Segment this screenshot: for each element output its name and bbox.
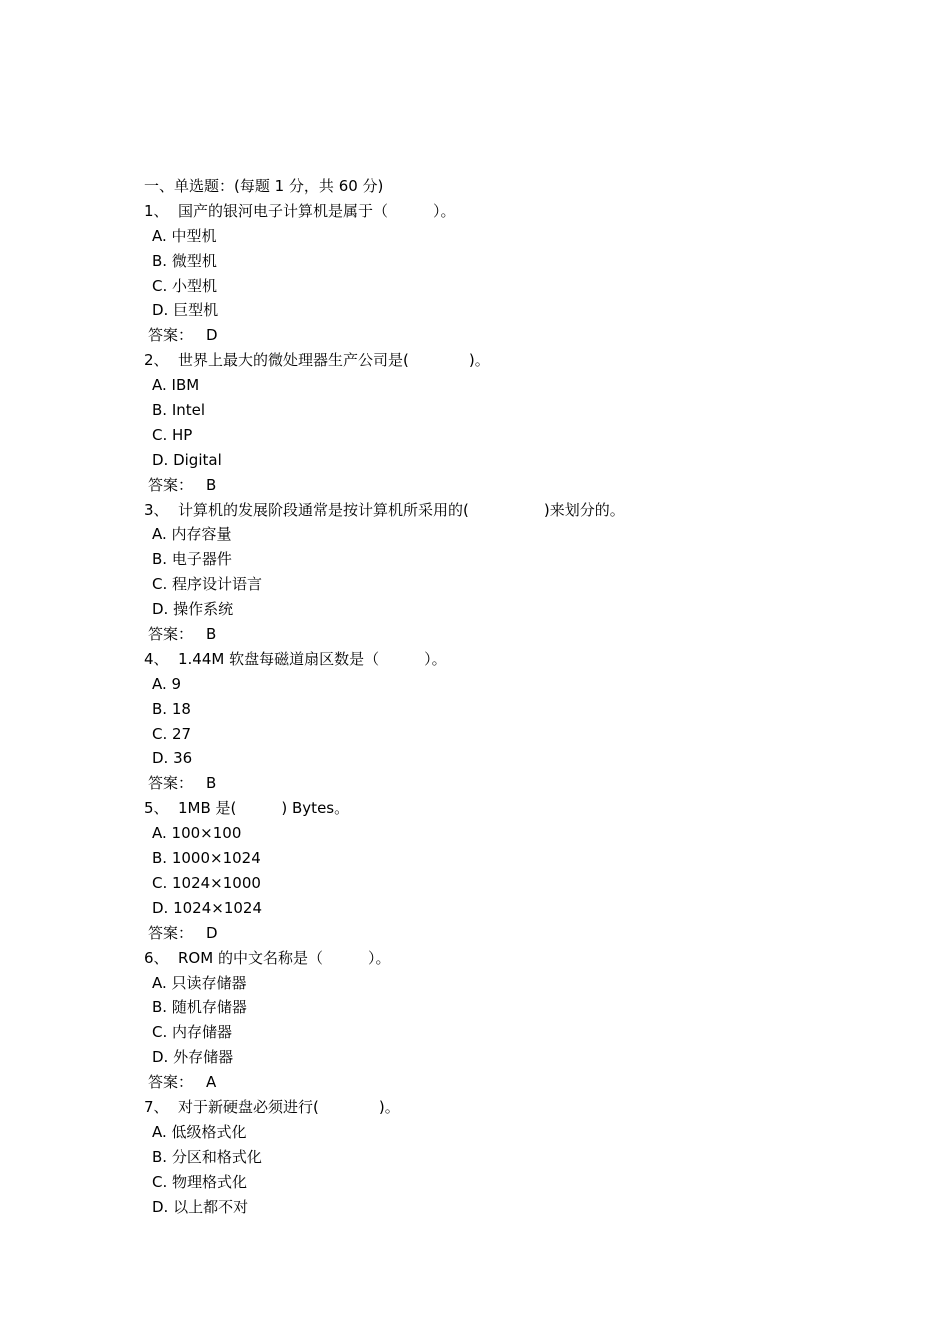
- answer-value: B: [206, 475, 217, 494]
- question-text: 对于新硬盘必须进行( )。: [178, 1097, 400, 1116]
- question-number: 2、: [144, 351, 169, 370]
- answer-value: D: [206, 923, 218, 942]
- answer-label: 答案：: [148, 475, 194, 494]
- answer-value: B: [206, 774, 217, 793]
- question-1-option-b: B. 微型机: [152, 251, 217, 270]
- question-number: 7、: [144, 1097, 169, 1116]
- question-4-answer: [144, 771, 844, 796]
- question-4-option-d: D. 36: [152, 749, 193, 768]
- question-2-option-b: B. Intel: [152, 401, 206, 420]
- question-text: 计算机的发展阶段通常是按计算机所采用的( )来划分的。: [178, 500, 625, 519]
- question-number: 4、: [144, 649, 169, 668]
- question-text: 1MB 是( ) Bytes。: [178, 799, 350, 818]
- question-1: [144, 199, 844, 224]
- answer-label: 答案：: [148, 625, 194, 644]
- question-4-option-b: B. 18: [152, 699, 191, 718]
- answer-value: A: [206, 1073, 217, 1092]
- question-3-answer: [144, 622, 844, 647]
- answer-value: B: [206, 625, 217, 644]
- question-3-option-c: C. 程序设计语言: [152, 575, 263, 594]
- answer-label: 答案：: [148, 923, 194, 942]
- question-2-option-a: A. IBM: [152, 376, 200, 395]
- answer-label: 答案：: [148, 326, 194, 345]
- question-4-option-a: A. 9: [152, 674, 182, 693]
- question-4: [144, 647, 844, 672]
- question-5-answer: [144, 921, 844, 946]
- document-content: [144, 174, 844, 1219]
- question-7-option-a: A. 低级格式化: [152, 1122, 247, 1141]
- answer-label: 答案：: [148, 1073, 194, 1092]
- question-2-option-c: C. HP: [152, 425, 193, 444]
- answer-label: 答案：: [148, 774, 194, 793]
- question-4-option-c: C. 27: [152, 724, 192, 743]
- question-5-option-d: D. 1024×1024: [152, 898, 263, 917]
- question-7-option-c: C. 物理格式化: [152, 1172, 248, 1191]
- question-6-option-c: C. 内存储器: [152, 1023, 233, 1042]
- question-number: 6、: [144, 948, 169, 967]
- question-number: 1、: [144, 201, 169, 220]
- question-1-option-c: C. 小型机: [152, 276, 218, 295]
- question-1-answer: [144, 323, 844, 348]
- question-2-answer: [144, 473, 844, 498]
- question-text: 1.44M 软盘每磁道扇区数是（ ）。: [178, 649, 447, 668]
- question-number: 5、: [144, 799, 169, 818]
- question-6-answer: [144, 1070, 844, 1095]
- question-3-option-a: A. 内存容量: [152, 525, 232, 544]
- question-number: 3、: [144, 500, 169, 519]
- question-2-option-d: D. Digital: [152, 450, 222, 469]
- section-title: 一、单选题：(每题 1 分，共 60 分): [144, 177, 384, 195]
- question-2: [144, 348, 844, 373]
- question-6-option-b: B. 随机存储器: [152, 998, 247, 1017]
- question-5-option-a: A. 100×100: [152, 824, 242, 843]
- question-6-option-d: D. 外存储器: [152, 1048, 234, 1067]
- question-5: [144, 796, 844, 821]
- question-7: [144, 1095, 844, 1120]
- question-7-option-d: D. 以上都不对: [152, 1197, 249, 1216]
- question-5-option-c: C. 1024×1000: [152, 873, 261, 892]
- question-7-option-b: B. 分区和格式化: [152, 1147, 262, 1166]
- question-6-option-a: A. 只读存储器: [152, 973, 247, 992]
- question-text: 世界上最大的微处理器生产公司是( )。: [178, 351, 490, 370]
- question-6: [144, 946, 844, 971]
- answer-value: D: [206, 326, 218, 345]
- question-5-option-b: B. 1000×1024: [152, 849, 261, 868]
- question-1-option-d: D. 巨型机: [152, 301, 219, 320]
- question-1-option-a: A. 中型机: [152, 226, 217, 245]
- question-text: ROM 的中文名称是（ ）。: [178, 948, 391, 967]
- question-text: 国产的银河电子计算机是属于（ ）。: [178, 201, 456, 220]
- question-3: [144, 498, 844, 523]
- question-3-option-d: D. 操作系统: [152, 600, 234, 619]
- question-3-option-b: B. 电子器件: [152, 550, 232, 569]
